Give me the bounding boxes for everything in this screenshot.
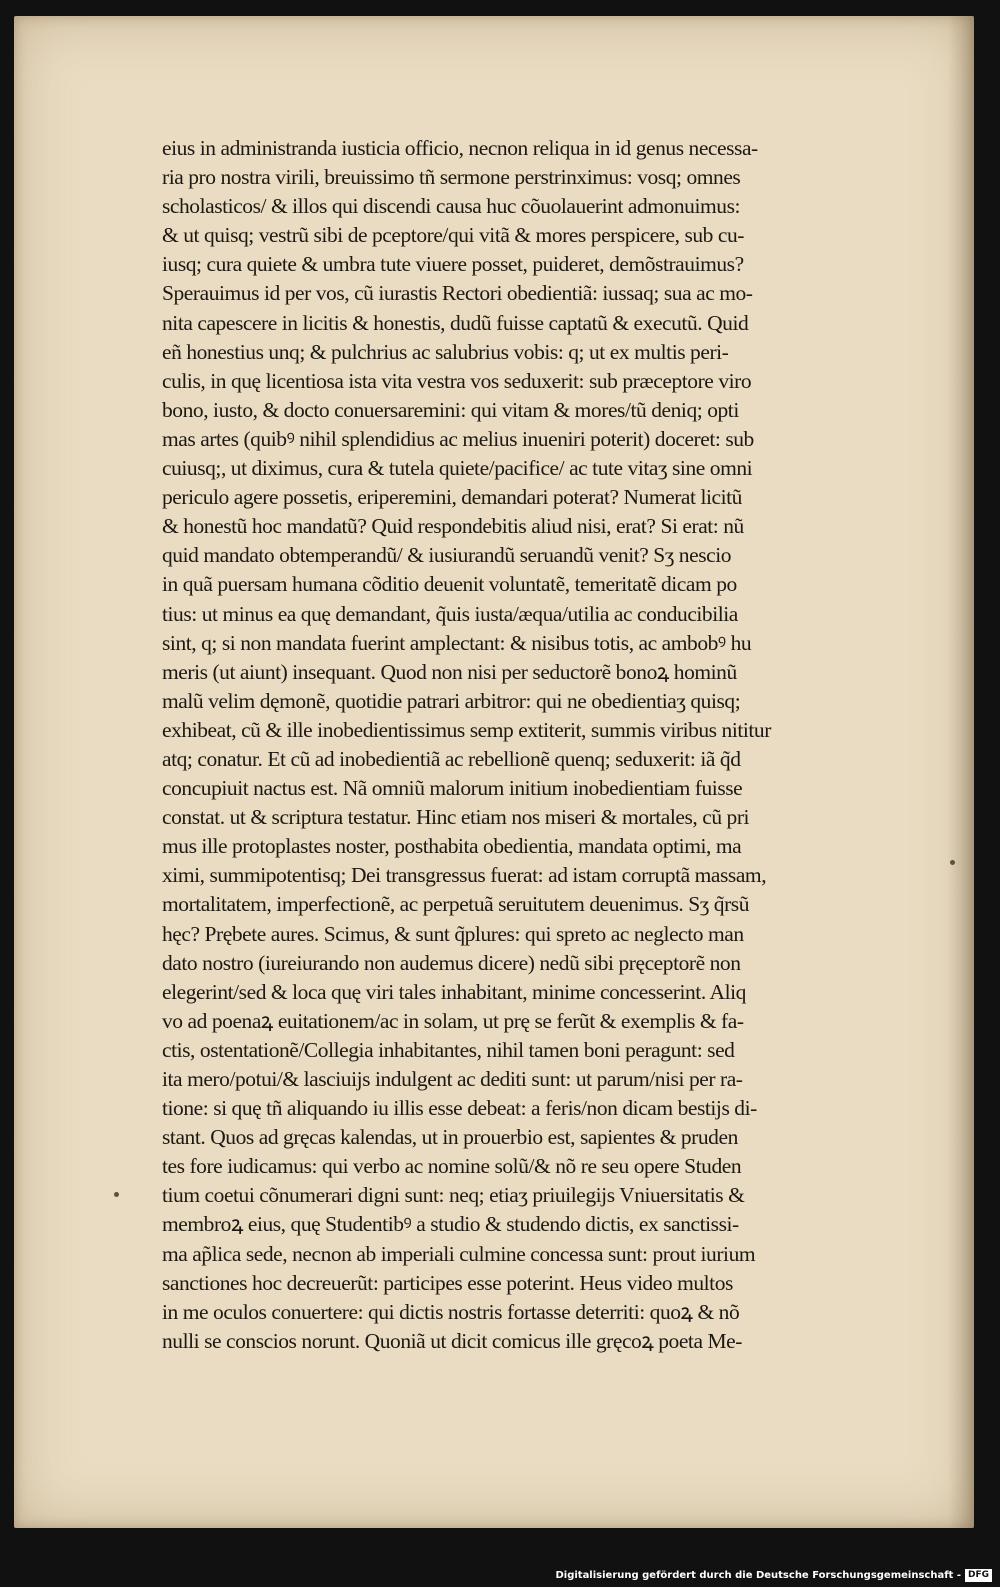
text-line: iusq; cura quiete & umbra tute viuere posset, puideret, demõstrauimus? xyxy=(162,252,744,277)
text-line: eñ honestius unq; & pulchrius ac salubrius vobis: q; ut ex multis peri- xyxy=(162,339,729,364)
text-line: cuiusq;, ut diximus, cura & tutela quiete/pacifice/ ac tute vitaʒ sine omni xyxy=(162,456,753,481)
text-line: stant. Quos ad gręcas kalendas, ut in prouerbio est, sapientes & pruden xyxy=(162,1125,738,1150)
text-line: meris (ut aiunt) insequant. Quod non nisi per seductorẽ bonoꝝ hominũ xyxy=(162,659,737,684)
text-line: ximi, summipotentisq; Dei transgressus fuerat: ad istam corruptã massam, xyxy=(162,863,767,888)
text-line: scholasticos/ & illos qui discendi causa huc cõuolauerint admonuimus: xyxy=(162,194,741,219)
text-line: sanctiones hoc decreuerũt: participes esse poterint. Heus video multos xyxy=(162,1270,733,1295)
text-line: bono, iusto, & docto conuersaremini: qui vitam & mores/tũ deniq; opti xyxy=(162,397,739,422)
text-line: quid mandato obtemperandũ/ & iusiurandũ seruandũ venit? Sʒ nescio xyxy=(162,543,732,568)
text-line: membroꝝ eius, quę Studentibꝰ a studio & studendo dictis, ex sanctissi- xyxy=(162,1212,739,1237)
text-line: nulli se conscios norunt. Quoniã ut dicit comicus ille gręcoꝝ poeta Me- xyxy=(162,1328,742,1353)
text-line: culis, in quę licentiosa ista vita vestra vos seduxerit: sub præceptore viro xyxy=(162,368,752,393)
text-line: elegerint/sed & loca quę viri tales inhabitant, minime concesserint. Aliq xyxy=(162,979,746,1004)
text-line: ma ap̃lica sede, necnon ab imperiali culmine concessa sunt: prout iurium xyxy=(162,1241,756,1266)
text-line: atq; conatur. Et cũ ad inobedientiã ac rebellionẽ quenq; seduxerit: iã q̃d xyxy=(162,746,741,771)
text-line: constat. ut & scriptura testatur. Hinc etiam nos miseri & mortales, cũ pri xyxy=(162,805,750,830)
text-line: tione: si quę tñ aliquando iu illis esse debeat: a feris/non dicam bestijs di- xyxy=(162,1096,757,1121)
text-line: tes fore iudicamus: qui verbo ac nomine solũ/& nõ re seu opere Studen xyxy=(162,1154,742,1179)
text-line: malũ velim dęmonẽ, quotidie patrari arbitror: qui ne obedientiaʒ quisq; xyxy=(162,688,741,713)
text-line: ita mero/potui/& lasciuijs indulgent ac dediti sunt: ut parum/nisi per ra- xyxy=(162,1067,743,1091)
text-line: mortalitatem, imperfectionẽ, ac perpetuã seruitutem deuenimus. Sʒ q̃rsũ xyxy=(162,892,750,917)
text-line: nita capescere in licitis & honestis, dudũ fuisse captatũ & executũ. Quid xyxy=(162,310,749,335)
text-line: Sperauimus id per vos, cũ iurastis Rectori obedientiã: iussaq; sua ac mo- xyxy=(162,281,753,306)
digitization-credit xyxy=(555,1567,992,1583)
text-line: exhibeat, cũ & ille inobedientissimus semp extiterit, summis viribus nititur xyxy=(162,717,771,742)
credit-text: Digitalisierung gefördert durch die Deutsche Forschungsgemeinschaft - xyxy=(555,1569,961,1581)
text-line: & ut quisq; vestrũ sibi de pceptore/qui vitã & mores perspicere, sub cu- xyxy=(162,223,744,248)
text-line: ctis, ostentationẽ/Collegia inhabitantes, nihil tamen boni peragunt: sed xyxy=(162,1037,735,1062)
text-line: & honestũ hoc mandatũ? Quid respondebitis aliud nisi, erat? Si erat: nũ xyxy=(162,514,744,539)
text-line: hęc? Prębete aures. Scimus, & sunt q̃plures: qui spreto ac neglecto man xyxy=(162,921,744,946)
ink-speck xyxy=(114,1192,119,1197)
ink-speck xyxy=(950,860,955,865)
text-line: mas artes (quibꝰ nihil splendidius ac melius inueniri poterit) doceret: sub xyxy=(162,426,754,451)
text-line: eius in administranda iusticia officio, necnon reliqua in id genus necessa- xyxy=(162,136,758,160)
text-line: mus ille protoplastes noster, posthabita obedientia, mandata optimi, ma xyxy=(162,834,742,859)
text-line: periculo agere possetis, eriperemini, demandari poterat? Numerat licitũ xyxy=(162,485,742,510)
page-edge-shadow xyxy=(948,16,974,1528)
book-page xyxy=(14,16,974,1528)
text-line: sint, q; si non mandata fuerint amplectant: & nisibus totis, ac ambobꝰ hu xyxy=(162,630,752,655)
text-line: concupiuit nactus est. Nã omniũ malorum initium inobedientiam fuisse xyxy=(162,776,743,801)
text-line: in me oculos conuertere: qui dictis nostris fortasse deterriti: quoꝝ & nõ xyxy=(162,1299,740,1324)
text-line: tius: ut minus ea quę demandant, q̃uis iusta/æqua/utilia ac conducibilia xyxy=(162,601,738,626)
dfg-logo: DFG xyxy=(965,1569,992,1582)
text-line: vo ad poenaꝝ euitationem/ac in solam, ut prę se ferũt & exemplis & fa- xyxy=(162,1008,744,1033)
text-line: tium coetui cõnumerari digni sunt: neq; etiaʒ priuilegijs Vniuersitatis & xyxy=(162,1183,745,1208)
text-line: in quã puersam humana cõditio deuenit voluntatẽ, temeritatẽ dicam po xyxy=(162,572,737,597)
text-line: ria pro nostra virili, breuissimo tñ sermone perstrinximus: vosq; omnes xyxy=(162,165,741,190)
body-text xyxy=(162,134,942,1356)
text-line: dato nostro (iureiurando non audemus dicere) nedũ sibi pręceptorẽ non xyxy=(162,950,741,975)
